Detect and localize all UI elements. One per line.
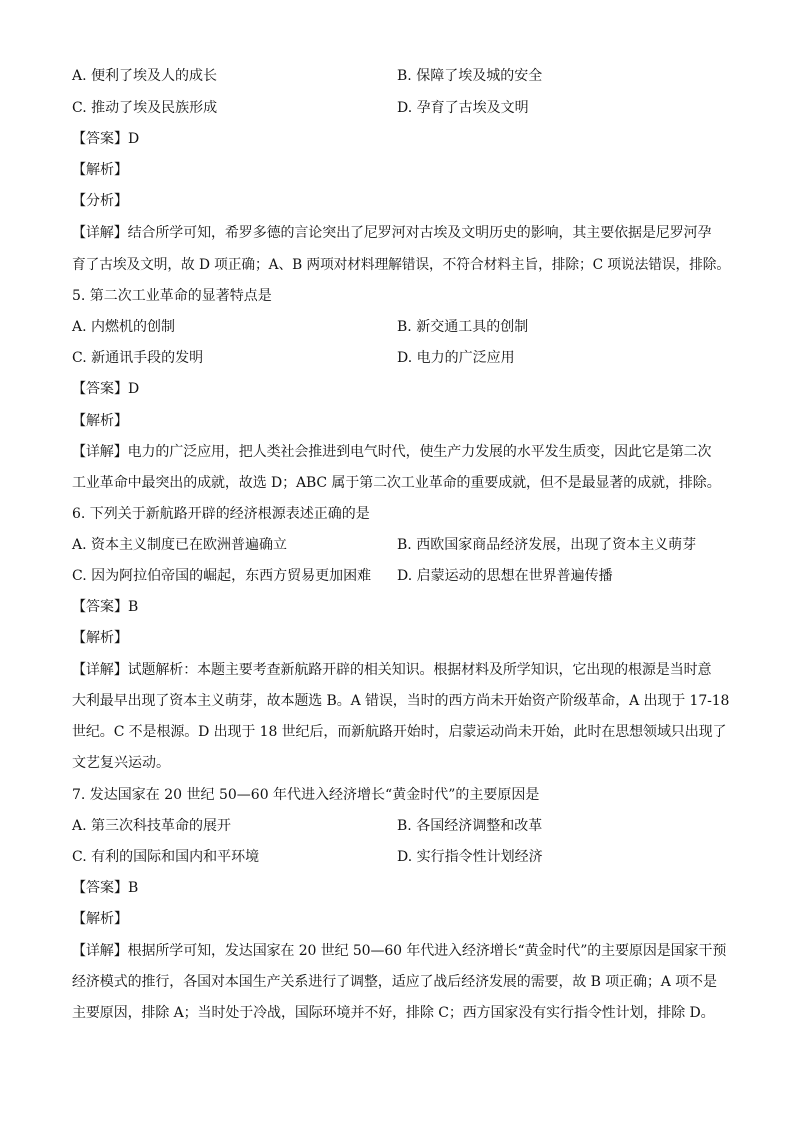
q4-detail-line-2: 育了古埃及文明，故 D 项正确；A、B 两项对材料理解错误，不符合材料主旨，排除；C 项说法错误，排除。 [72,257,730,273]
q4-fenxi-label: 【分析】 [72,193,128,209]
q4-answer: 【答案】D [72,131,140,147]
q7-detail-line-3: 主要原因，排除 A；当时处于冷战，国际环境并不好，排除 C；西方国家没有实行指令性计划，排除 D。 [72,1005,715,1021]
q6-detail-line-3: 世纪。C 不是根源。D 出现于 18 世纪后，而新航路开始时，启蒙运动尚未开始，此时在思想领域只出现了 [72,724,727,740]
q5-option-b: B. 新交通工具的创制 [397,319,529,335]
q7-option-d: D. 实行指令性计划经济 [397,849,543,865]
q5-answer: 【答案】D [72,381,140,397]
q4-option-d: D. 孕育了古埃及文明 [397,100,529,116]
q5-option-c: C. 新通讯手段的发明 [72,350,204,366]
q6-analysis-label: 【解析】 [72,630,128,646]
q7-option-c: C. 有利的国际和国内和平环境 [72,849,260,865]
q6-option-c: C. 因为阿拉伯帝国的崛起，东西方贸易更加困难 [72,568,372,584]
q4-analysis-label: 【解析】 [72,162,128,178]
q6-option-b: B. 西欧国家商品经济发展，出现了资本主义萌芽 [397,537,697,553]
q7-option-b: B. 各国经济调整和改革 [397,818,543,834]
q4-detail-line-1: 【详解】结合所学可知，希罗多德的言论突出了尼罗河对古埃及文明历史的影响，其主要依据是尼罗河孕 [72,225,712,241]
q5-stem: 5. 第二次工业革命的显著特点是 [72,288,272,304]
q5-detail-line-2: 工业革命中最突出的成就，故选 D；ABC 属于第二次工业革命的重要成就，但不是最显著的成就，排除。 [72,475,721,491]
q6-detail-line-1: 【详解】试题解析：本题主要考查新航路开辟的相关知识。根据材料及所学知识，它出现的根源是当时意 [72,662,712,678]
q6-option-d: D. 启蒙运动的思想在世界普遍传播 [397,568,613,584]
q5-option-d: D. 电力的广泛应用 [397,350,515,366]
q5-detail-line-1: 【详解】电力的广泛应用，把人类社会推进到电气时代，使生产力发展的水平发生质变，因此它是第二次 [72,444,712,460]
q7-analysis-label: 【解析】 [72,911,128,927]
q7-stem: 7. 发达国家在 20 世纪 50—60 年代进入经济增长“黄金时代”的主要原因是 [72,787,540,803]
q7-detail-line-1: 【详解】根据所学可知，发达国家在 20 世纪 50—60 年代进入经济增长“黄金时代”的主要原因是国家干预 [72,943,727,959]
q6-answer: 【答案】B [72,599,139,615]
q4-option-c: C. 推动了埃及民族形成 [72,100,218,116]
q4-option-a: A. 便利了埃及人的成长 [72,68,218,84]
q7-option-a: A. 第三次科技革命的展开 [72,818,232,834]
q7-detail-line-2: 经济模式的推行，各国对本国生产关系进行了调整，适应了战后经济发展的需要，故 B 项正确；A 项不是 [72,974,717,990]
q4-option-b: B. 保障了埃及城的安全 [397,68,543,84]
q6-detail-line-2: 大利最早出现了资本主义萌芽，故本题选 B。A 错误，当时的西方尚未开始资产阶级革命，A 出现于 17-18 [72,693,730,709]
q7-answer: 【答案】B [72,880,139,896]
q5-analysis-label: 【解析】 [72,413,128,429]
q6-detail-line-4: 文艺复兴运动。 [72,755,170,771]
q6-stem: 6. 下列关于新航路开辟的经济根源表述正确的是 [72,506,370,522]
q6-option-a: A. 资本主义制度已在欧洲普遍确立 [72,537,288,553]
q5-option-a: A. 内燃机的创制 [72,319,176,335]
